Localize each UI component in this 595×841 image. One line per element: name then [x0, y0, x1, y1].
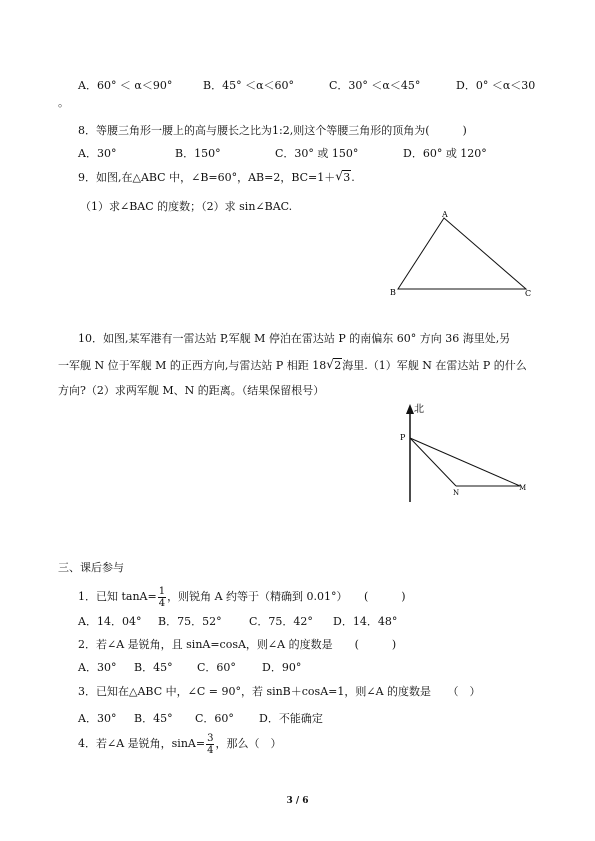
s3-q3-option-d: D．不能确定	[259, 712, 323, 725]
q8-option-b: B．150°	[175, 147, 221, 160]
q9-stem-text: 9．如图,在△ABC 中，∠B=60°，AB=2，BC=1＋	[78, 171, 336, 184]
q9-sqrt: √ 3	[335, 170, 351, 185]
q10-sqrt: √ 2	[326, 358, 342, 373]
segment-pn	[410, 438, 456, 486]
s3-q2-option-c: C．60°	[197, 661, 236, 674]
north-arrow-icon	[406, 404, 414, 414]
q7-wrap: 。	[58, 96, 69, 109]
s3-q3-option-c: C．60°	[195, 712, 234, 725]
s3-q4: 4．若∠A 是锐角，sinA= $\frac{3}{4}$ ，那么（ ）	[78, 732, 282, 756]
label-n: N	[453, 489, 460, 497]
q10-radar-figure	[398, 398, 538, 506]
q7-option-a: A．60° ＜ α＜90°	[78, 79, 173, 92]
q8-stem: 8．等腰三角形一腰上的高与腰长之比为1:2,则这个等腰三角形的顶角为( )	[78, 124, 467, 137]
q8-option-d: D．60° 或 120°	[403, 147, 487, 160]
s3-q1: 1．已知 tanA= $\frac{1}{4}$ ，则锐角 A 约等于（精确到 0.01°） ( )	[78, 585, 406, 609]
s3-q2-option-a: A．30°	[78, 661, 117, 674]
q7-option-c: C．30° ＜α＜45°	[329, 79, 421, 92]
q10-line2: 一军舰 N 位于军舰 M 的正西方向,与雷达站 P 相距 18√ 2海里.（1）军舰 N 在雷达站 P 的什么	[58, 358, 527, 373]
s3-q1-option-b: B．75．52°	[158, 615, 222, 628]
s3-q1-option-c: C．75．42°	[249, 615, 313, 628]
s3-q1-option-d: D．14．48°	[333, 615, 398, 628]
s3-q1-fraction: $\frac{1}{4}$	[158, 585, 166, 609]
s3-q2-stem: 2．若∠A 是锐角，且 sinA=cosA，则∠A 的度数是 ( )	[78, 638, 397, 651]
q8-option-a: A．30°	[78, 147, 117, 160]
s3-q1-option-a: A．14．04°	[78, 615, 142, 628]
q7-option-d: D．0° ＜α＜30	[456, 79, 536, 92]
label-a: A	[442, 210, 448, 219]
label-p: P	[400, 433, 406, 442]
q9-subquestions: （1）求∠BAC 的度数；（2）求 sin∠BAC.	[80, 200, 293, 213]
label-north: 北	[414, 404, 424, 415]
label-c: C	[525, 289, 532, 298]
segment-pm	[410, 438, 520, 486]
q10-line1: 10．如图,某军港有一雷达站 P,军舰 M 停泊在雷达站 P 的南偏东 60° 方向 36 海里处,另	[78, 332, 511, 345]
label-m: M	[519, 484, 527, 492]
q9-triangle-figure	[388, 208, 538, 298]
section3-title: 三、课后参与	[58, 561, 124, 574]
s3-q2-option-b: B．45°	[134, 661, 173, 674]
q10-line3: 方向?（2）求两军舰 M、N 的距离。（结果保留根号）	[58, 384, 325, 397]
page-number: 3 / 6	[286, 796, 309, 806]
label-b: B	[390, 288, 396, 297]
q7-option-b: B．45° ＜α＜60°	[203, 79, 295, 92]
s3-q4-fraction: $\frac{3}{4}$	[207, 732, 214, 756]
s3-q2-option-d: D．90°	[262, 661, 302, 674]
s3-q3-option-a: A．30°	[78, 712, 117, 725]
s3-q3-option-b: B．45°	[134, 712, 173, 725]
q8-option-c: C．30° 或 150°	[275, 147, 359, 160]
q9-stem: 9．如图,在△ABC 中，∠B=60°，AB=2，BC=1＋√ 3.	[78, 170, 355, 185]
triangle-abc	[398, 218, 526, 289]
s3-q3-stem: 3．已知在△ABC 中，∠C = 90°，若 sinB＋cosA=1，则∠A 的度数是 （ ）	[78, 685, 481, 698]
